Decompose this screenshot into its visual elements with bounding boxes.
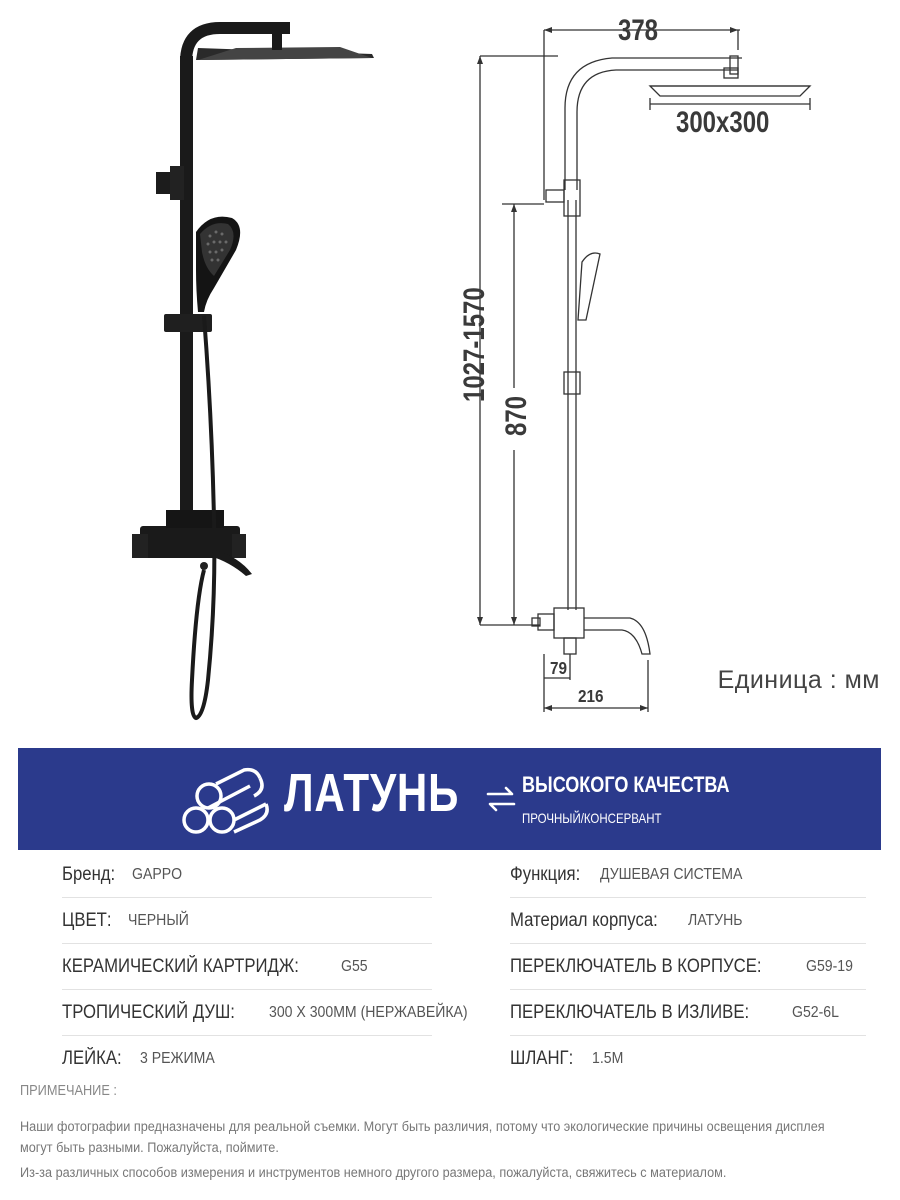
dim-1027-1570: 1027-1570	[456, 287, 491, 402]
spec-body-material: Материал корпуса: ЛАТУНЬ	[510, 898, 866, 944]
note-text-2: Из-за различных способов измерения и инструментов немного другого размера, пожалуйста, свяжитесь с материалом.	[20, 1165, 727, 1180]
swap-arrows-icon	[484, 782, 518, 816]
spec-spout-switch: ПЕРЕКЛЮЧАТЕЛЬ В ИЗЛИВЕ: G52-6L	[510, 990, 866, 1036]
spec-color: ЦВЕТ: ЧЕРНЫЙ	[62, 898, 432, 944]
spec-brand: Бренд: GAPPO	[62, 852, 432, 898]
spec-row	[62, 852, 866, 898]
note-text-1: Наши фотографии предназначены для реальной съемки. Могут быть различия, потому что экологические причины освещения дисплея могут быть разными. Пожалуйста, поймите.	[20, 1119, 825, 1155]
dim-870: 870	[498, 395, 533, 436]
pipes-icon	[180, 766, 272, 836]
spec-rain-shower: ТРОПИЧЕСКИЙ ДУШ: 300 X 300ММ (НЕРЖАВЕЙКА)	[62, 990, 432, 1036]
dim-labels	[456, 12, 769, 706]
shower-column	[132, 28, 374, 718]
quality-subtitle: ПРОЧНЫЙ/КОНСЕРВАНТ	[522, 810, 662, 826]
spec-row	[62, 944, 866, 990]
spec-row	[62, 1036, 866, 1082]
dimension-diagram	[440, 0, 900, 740]
spec-function: Функция: ДУШЕВАЯ СИСТЕМА	[510, 852, 866, 898]
dim-378: 378	[618, 12, 659, 47]
specs-table	[62, 852, 866, 1082]
dim-79: 79	[550, 657, 568, 679]
material-banner	[18, 748, 881, 850]
spec-cartridge: КЕРАМИЧЕСКИЙ КАРТРИДЖ: G55	[62, 944, 432, 990]
unit-label: Единица : мм	[717, 666, 880, 694]
spec-row	[62, 898, 866, 944]
material-title: ЛАТУНЬ	[284, 763, 460, 823]
dim-300x300: 300x300	[676, 104, 770, 139]
quality-title: ВЫСОКОГО КАЧЕСТВА	[522, 772, 730, 797]
spec-row	[62, 990, 866, 1036]
spec-hose: ШЛАНГ: 1.5M	[510, 1047, 624, 1069]
product-photo	[0, 0, 440, 740]
dim-216: 216	[578, 685, 604, 707]
spec-body-switch: ПЕРЕКЛЮЧАТЕЛЬ В КОРПУСЕ: G59-19	[510, 944, 866, 990]
note-heading: ПРИМЕЧАНИЕ :	[20, 1082, 117, 1099]
spec-hand-shower: ЛЕЙКА: 3 РЕЖИМА	[62, 1047, 215, 1069]
